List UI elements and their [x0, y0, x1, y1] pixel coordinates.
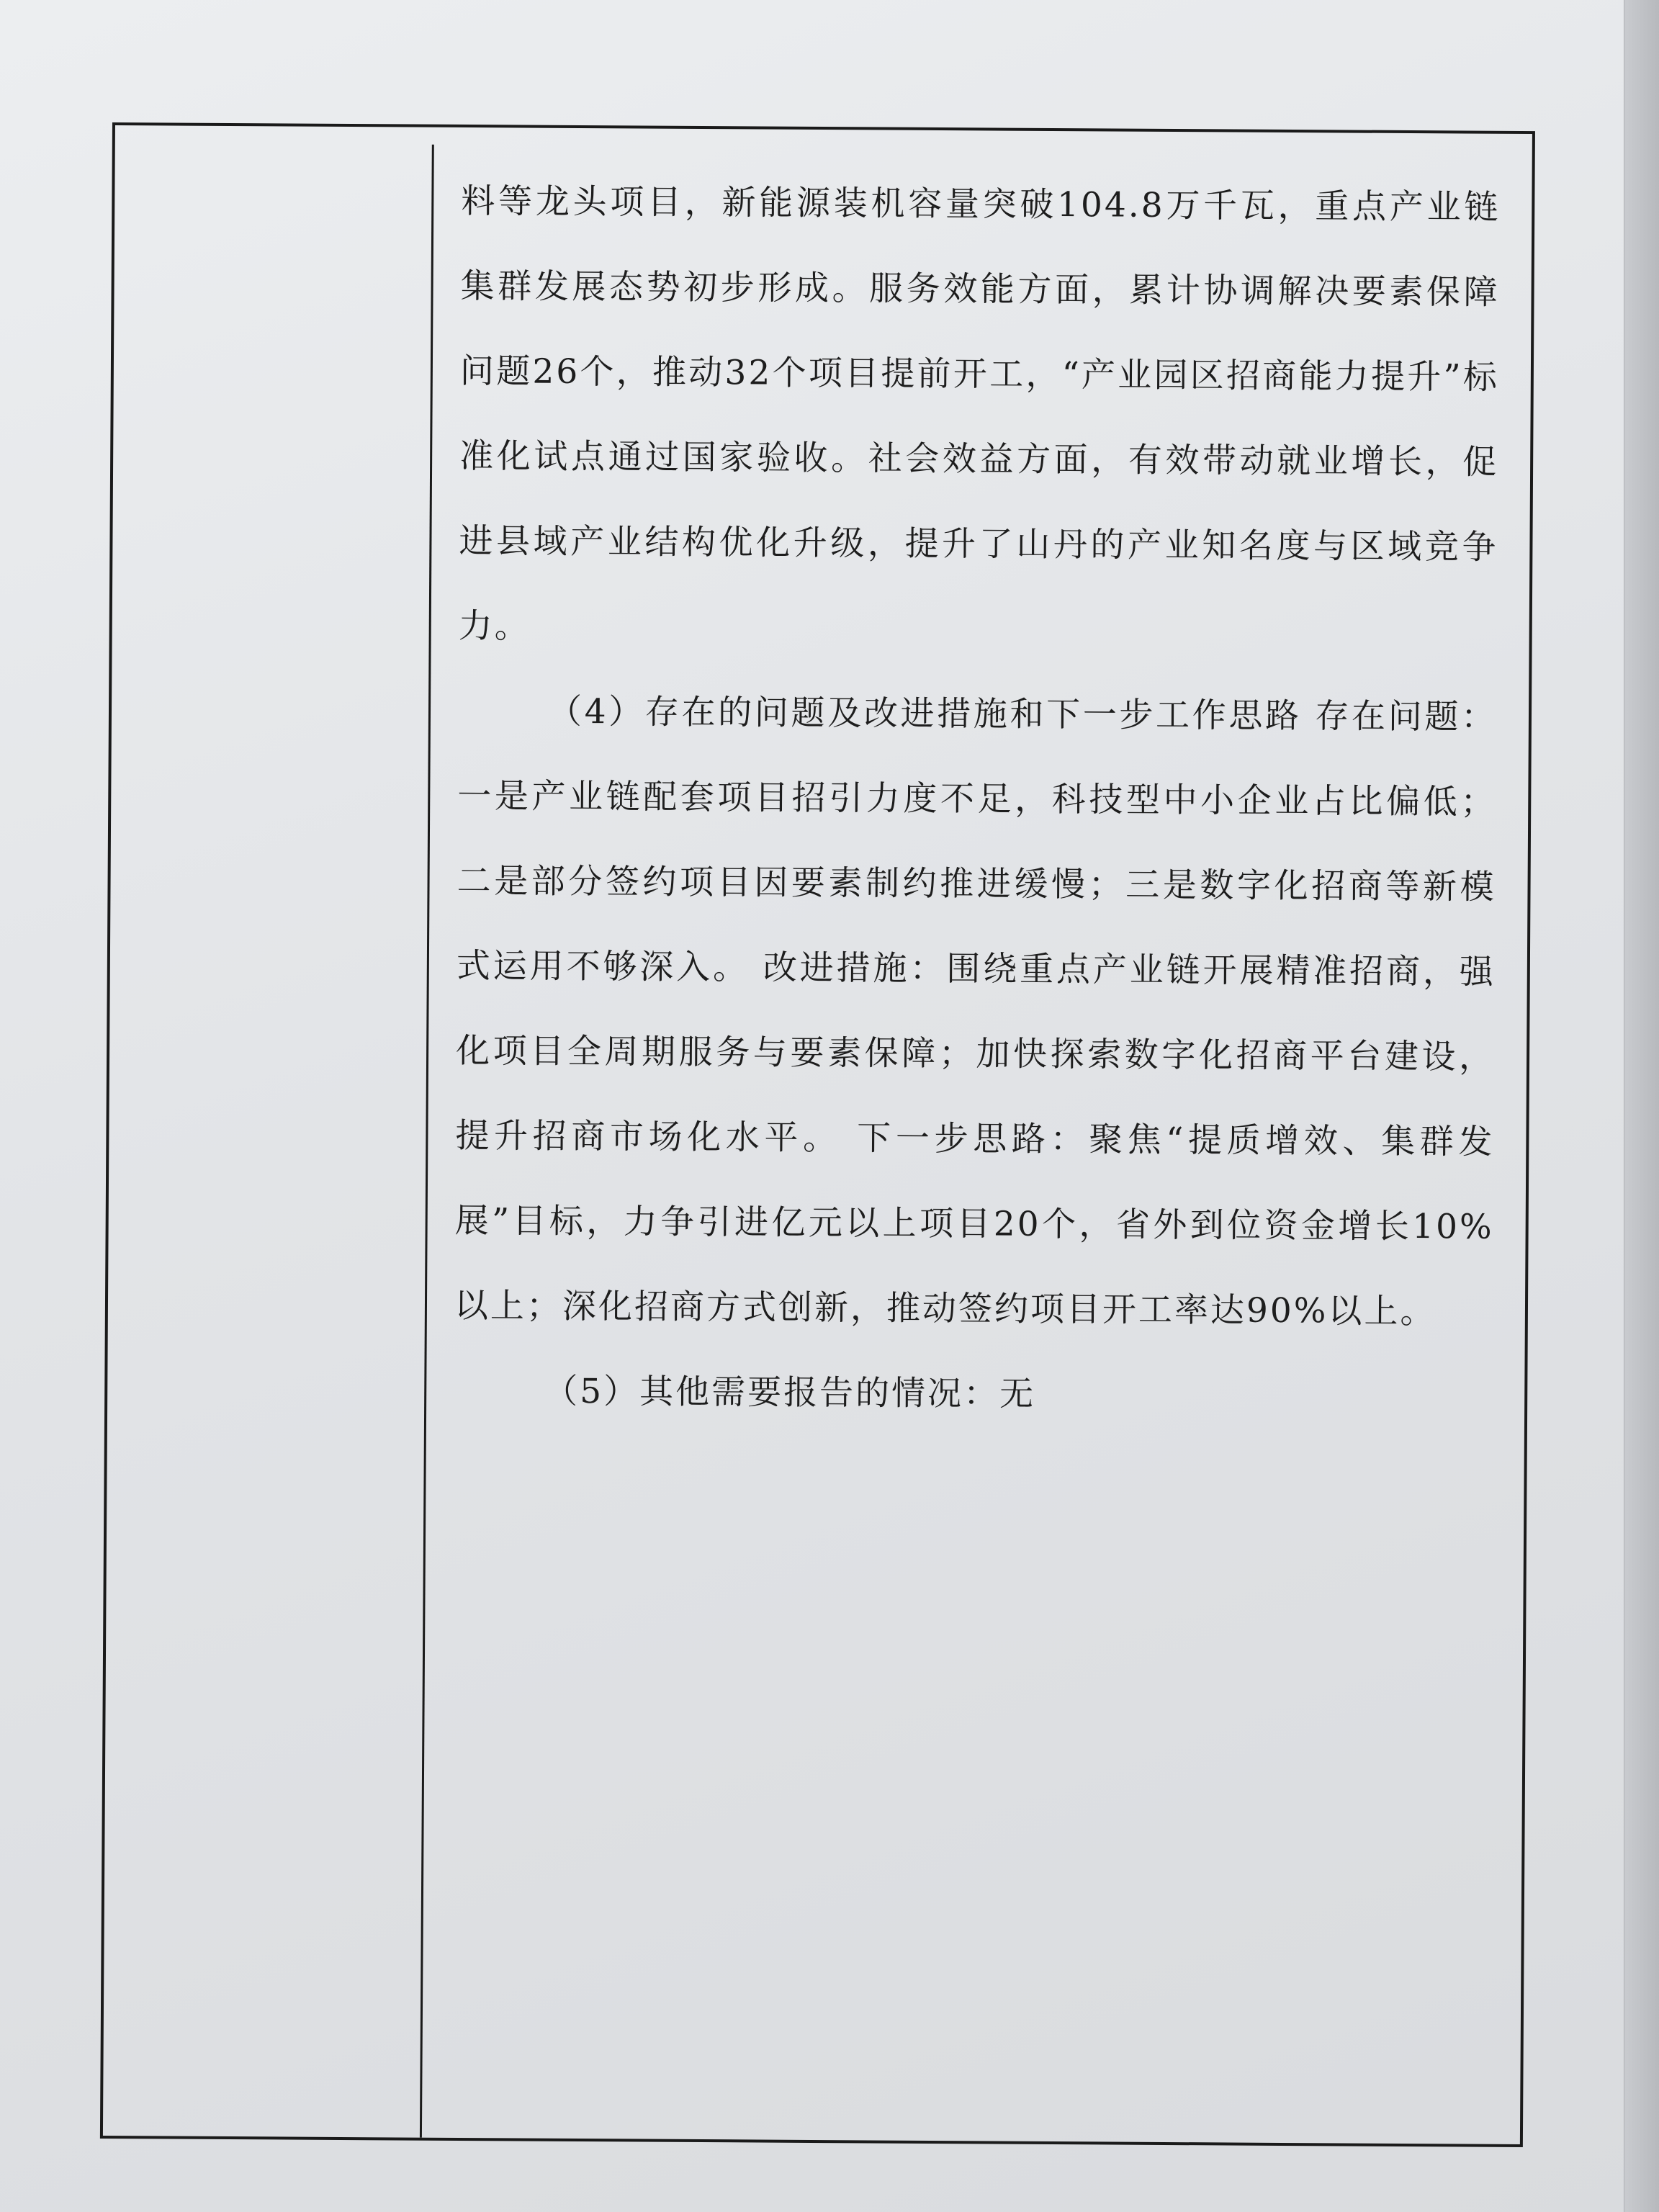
content-cell: [422, 145, 1532, 2144]
label-column-empty: [103, 143, 434, 2138]
report-form-table: [100, 122, 1535, 2147]
paragraph-results-continued: 料等龙头项目，新能源装机容量突破104.8万千瓦，重点产业链集群发展态势初步形成。服务效能方面，累计协调解决要素保障问题26个，推动32个项目提前开工，“产业园区招商能力提升”标准化试点通过国家验收。社会效益方面，有效带动就业增长，促进县域产业结构优化升级，提升了山丹的产业知名度与区域竞争力。: [458, 181, 1501, 647]
paragraph-problems-and-measures: （4）存在的问题及改进措施和下一步工作思路 存在问题：一是产业链配套项目招引力度不足，科技型中小企业占比偏低；二是部分签约项目因要素制约推进缓慢；三是数字化招商等新模式运用不够深入。 改进措施：围绕重点产业链开展精准招商，强化项目全周期服务与要素保障；加快探索数字化招商平台建设，提升招商市场化水平。 下一步思路：聚焦“提质增效、集群发展”目标，力争引进亿元以上项目20个，省外到位资金增长10%以上；深化招商方式创新，推动签约项目开工率达90%以上。: [454, 691, 1498, 1332]
paragraph-other-matters: （5）其他需要报告的情况：无: [544, 1371, 1036, 1414]
page-edge-shadow: [1624, 0, 1659, 2212]
